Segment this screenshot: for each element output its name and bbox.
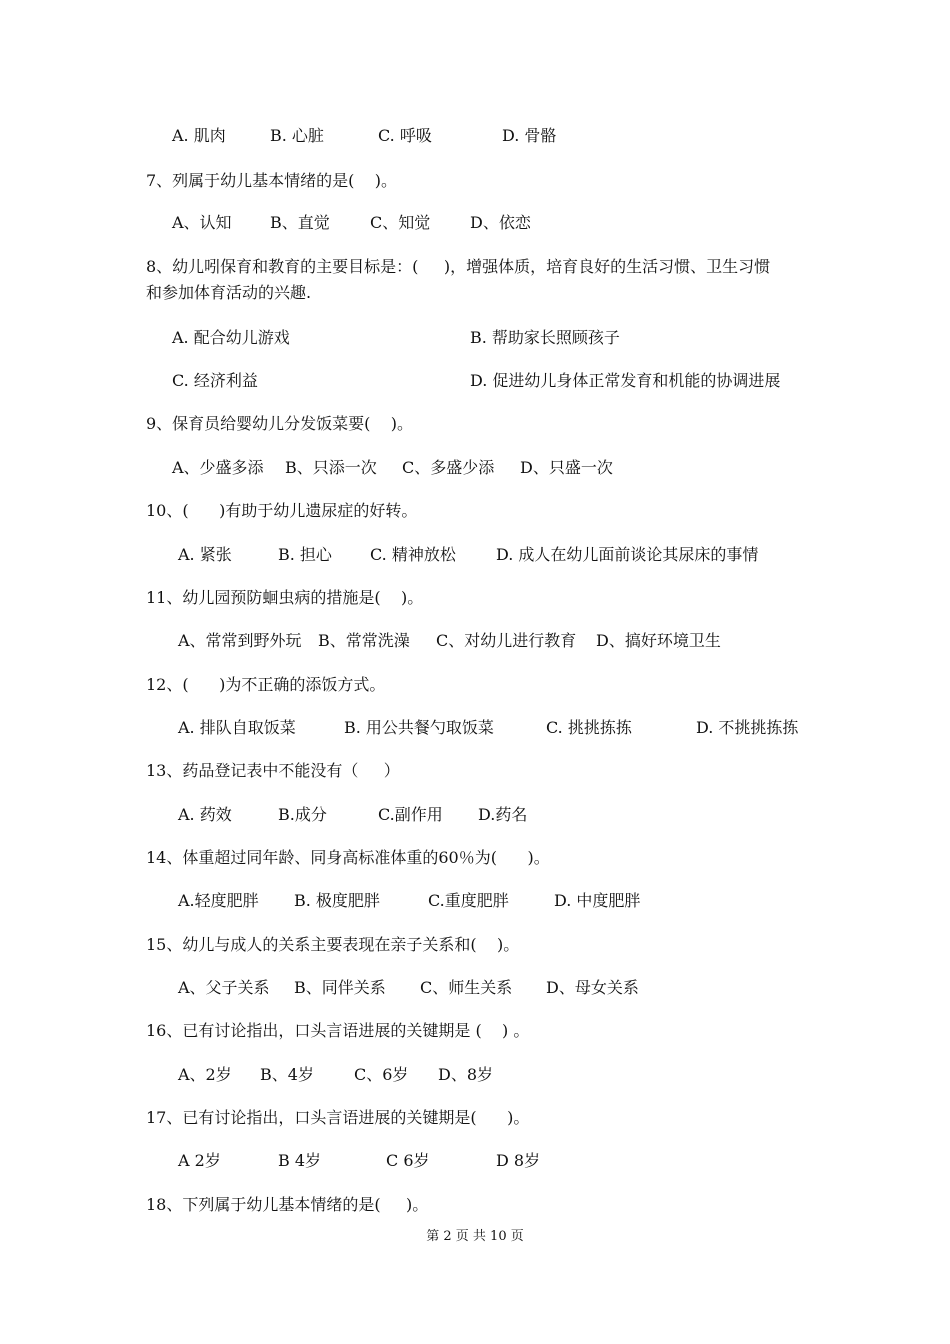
answer-option: A 2岁 bbox=[178, 1151, 221, 1170]
question-text: 14、体重超过同年龄、同身高标准体重的60％为( )。 bbox=[146, 848, 550, 867]
answer-option: D. 促进幼儿身体正常发育和机能的协调进展 bbox=[470, 371, 781, 390]
answer-option: B、只添一次 bbox=[285, 458, 377, 477]
answer-option: B. 极度肥胖 bbox=[294, 891, 380, 910]
answer-option: B、直觉 bbox=[270, 213, 330, 232]
answer-option: D、8岁 bbox=[438, 1065, 494, 1084]
answer-option: D、搞好环境卫生 bbox=[596, 631, 721, 650]
answer-option: B. 用公共餐勺取饭菜 bbox=[344, 718, 494, 737]
question-text: 16、已有讨论指出，口头言语进展的关键期是 ( ) 。 bbox=[146, 1021, 530, 1040]
answer-option: B、常常洗澡 bbox=[318, 631, 410, 650]
answer-option: A、父子关系 bbox=[178, 978, 270, 997]
answer-option: B. 担心 bbox=[278, 545, 332, 564]
answer-option: A、2岁 bbox=[178, 1065, 232, 1084]
answer-option: A.轻度肥胖 bbox=[178, 891, 259, 910]
question-text: 10、( )有助于幼儿遗尿症的好转。 bbox=[146, 501, 418, 520]
answer-option: B 4岁 bbox=[278, 1151, 322, 1170]
answer-option: D. 骨骼 bbox=[502, 126, 557, 145]
answer-option: A. 排队自取饭菜 bbox=[178, 718, 296, 737]
question-text: 17、已有讨论指出，口头言语进展的关键期是( )。 bbox=[146, 1108, 530, 1127]
answer-option: C 6岁 bbox=[386, 1151, 430, 1170]
question-text: 9、保育员给婴幼儿分发饭菜要( )。 bbox=[146, 414, 414, 433]
answer-option: B、同伴关系 bbox=[294, 978, 386, 997]
page-footer: 第 2 页 共 10 页 bbox=[426, 1229, 524, 1244]
answer-option: D. 成人在幼儿面前谈论其尿床的事情 bbox=[496, 545, 759, 564]
answer-option: B. 心脏 bbox=[270, 126, 324, 145]
answer-option: B、4岁 bbox=[260, 1065, 314, 1084]
answer-option: C. 挑挑拣拣 bbox=[546, 718, 632, 737]
question-text: 7、列属于幼儿基本情绪的是( )。 bbox=[146, 171, 398, 190]
answer-option: A、少盛多添 bbox=[172, 458, 264, 477]
question-text: 和参加体育活动的兴趣. bbox=[146, 283, 312, 302]
answer-option: D.药名 bbox=[478, 805, 528, 824]
answer-option: C、6岁 bbox=[354, 1065, 409, 1084]
answer-option: A. 肌肉 bbox=[172, 126, 226, 145]
answer-option: C. 呼吸 bbox=[378, 126, 432, 145]
answer-option: B. 帮助家长照顾孩子 bbox=[470, 328, 620, 347]
question-text: 15、幼儿与成人的关系主要表现在亲子关系和( )。 bbox=[146, 935, 520, 954]
answer-option: A、常常到野外玩 bbox=[178, 631, 302, 650]
answer-option: A. 配合幼儿游戏 bbox=[172, 328, 290, 347]
answer-option: C. 经济利益 bbox=[172, 371, 258, 390]
answer-option: C. 精神放松 bbox=[370, 545, 456, 564]
answer-option: C、师生关系 bbox=[420, 978, 513, 997]
question-text: 18、下列属于幼儿基本情绪的是( )。 bbox=[146, 1195, 429, 1214]
answer-option: A、认知 bbox=[172, 213, 232, 232]
answer-option: C.副作用 bbox=[378, 805, 443, 824]
answer-option: A. 紧张 bbox=[178, 545, 232, 564]
answer-option: B.成分 bbox=[278, 805, 327, 824]
question-text: 12、( )为不正确的添饭方式。 bbox=[146, 675, 386, 694]
answer-option: C、对幼儿进行教育 bbox=[436, 631, 577, 650]
question-text: 13、药品登记表中不能没有（ ） bbox=[146, 761, 400, 780]
answer-option: D. 不挑挑拣拣 bbox=[696, 718, 799, 737]
answer-option: D、依恋 bbox=[470, 213, 531, 232]
question-text: 8、幼儿吲保育和教育的主要目标是：( )，增强体质，培育良好的生活习惯、卫生习惯 bbox=[146, 257, 771, 276]
answer-option: D、母女关系 bbox=[546, 978, 639, 997]
question-text: 11、幼儿园预防蛔虫病的措施是( )。 bbox=[146, 588, 424, 607]
answer-option: D 8岁 bbox=[496, 1151, 541, 1170]
answer-option: C、多盛少添 bbox=[402, 458, 495, 477]
answer-option: D. 中度肥胖 bbox=[554, 891, 641, 910]
answer-option: C.重度肥胖 bbox=[428, 891, 509, 910]
answer-option: D、只盛一次 bbox=[520, 458, 613, 477]
answer-option: A. 药效 bbox=[178, 805, 232, 824]
answer-option: C、知觉 bbox=[370, 213, 431, 232]
